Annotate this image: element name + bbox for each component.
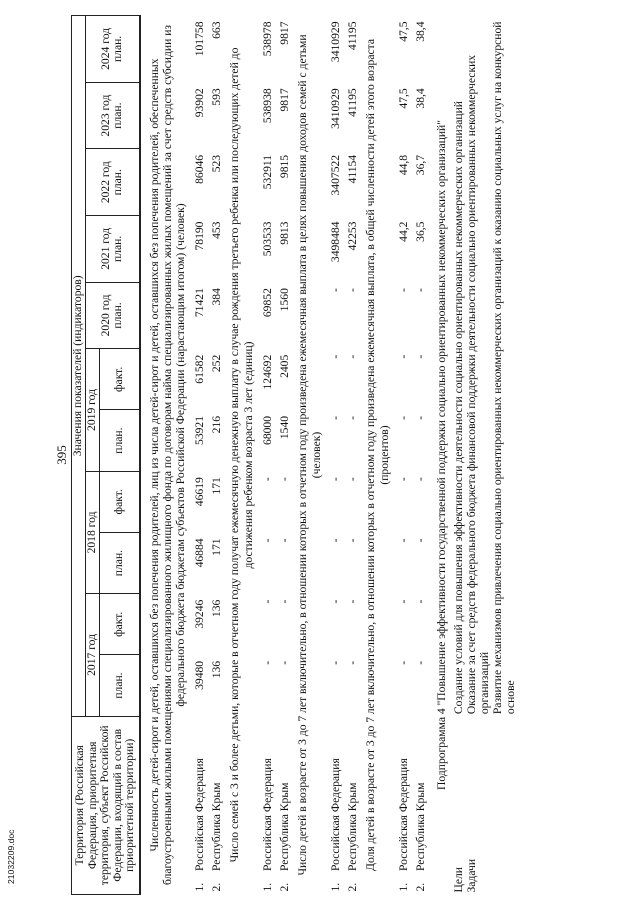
- cell-2018-fact: -: [329, 477, 343, 482]
- territory-header: Территория (Российская Федерация, приоритетная территория, субъект Российской Федерации, входящий в состав приоритетной территории): [72, 716, 140, 894]
- cell-2021-plan: 503533: [261, 221, 275, 257]
- year-2021-header: 2021 год план.: [86, 216, 140, 283]
- cell-2024-plan: 38,4: [414, 21, 428, 42]
- table-row: [344, 16, 361, 895]
- cell-2019-plan: -: [329, 415, 343, 420]
- page-number: 395: [54, 445, 69, 465]
- cell-2023-plan: 593: [210, 88, 224, 106]
- cell-2020-plan: 384: [210, 288, 224, 306]
- cell-2018-fact: -: [414, 477, 428, 482]
- tasks-row: [465, 16, 491, 895]
- year-2017-header: 2017 год: [86, 594, 100, 716]
- section-title: Число семей с 3 и более детьми, которые в отчетном году получат ежемесячную денежную выплату в случае рождения третьего ребенка или последующих детей до достижения ребенком возраста 3 лет (единиц): [228, 47, 256, 863]
- cell-2019-plan: 53921: [193, 415, 207, 445]
- cell-2019-fact: -: [346, 354, 360, 359]
- subprogram-title: Подпрограмма 4 "Повышение эффективности государственной поддержки социально ориентированных некоммерческих организаций": [435, 120, 449, 790]
- cell-2019-fact: -: [329, 354, 343, 359]
- cell-2019-fact: -: [414, 354, 428, 359]
- row-number: 2.: [346, 882, 360, 892]
- cell-2018-plan: 46884: [193, 538, 207, 568]
- cell-2017-plan: -: [346, 660, 360, 665]
- cell-2023-plan: 538938: [261, 88, 275, 124]
- cell-2018-fact: 171: [210, 477, 224, 495]
- cell-2019-plan: 216: [210, 415, 224, 434]
- goals-row: [452, 16, 465, 895]
- plan-header: план.: [100, 532, 140, 593]
- cell-2017-plan: -: [278, 660, 292, 665]
- row-territory: Республика Крым: [278, 782, 292, 872]
- cell-2018-plan: -: [414, 538, 428, 543]
- cell-2024-plan: 47,5: [397, 21, 411, 42]
- cell-2020-plan: 71421: [193, 288, 207, 318]
- row-number: 2.: [414, 882, 428, 892]
- row-number: 2.: [278, 882, 292, 892]
- cell-2018-plan: -: [346, 538, 360, 543]
- year-2020-header: 2020 год план.: [86, 282, 140, 349]
- cell-2021-plan: 453: [210, 221, 224, 239]
- cell-2018-fact: -: [397, 477, 411, 482]
- table-row: [412, 16, 429, 895]
- row-territory: Российская Федерация: [329, 758, 343, 872]
- cell-2018-plan: -: [261, 538, 275, 543]
- cell-2022-plan: 41154: [346, 154, 360, 184]
- cell-2022-plan: 36,7: [414, 154, 428, 176]
- cell-2019-fact: 252: [210, 354, 224, 373]
- table-row: [208, 16, 225, 895]
- cell-2018-fact: -: [278, 477, 292, 482]
- fact-header: факт.: [100, 349, 140, 410]
- fact-header: факт.: [100, 594, 140, 655]
- cell-2019-plan: -: [397, 415, 411, 420]
- indicators-table: [71, 15, 517, 895]
- cell-2019-fact: 61582: [193, 354, 207, 384]
- document-code: 21032209.doc: [6, 829, 16, 884]
- cell-2017-plan: -: [397, 660, 411, 665]
- row-number: 1.: [329, 882, 343, 892]
- cell-2019-fact: -: [397, 354, 411, 359]
- cell-2017-fact: -: [329, 599, 343, 604]
- cell-2022-plan: 523: [210, 154, 224, 173]
- year-2019-header: 2019 год: [86, 349, 100, 471]
- cell-2017-fact: -: [397, 599, 411, 604]
- year-2022-header: 2022 год план.: [86, 149, 140, 216]
- cell-2022-plan: 3407522: [329, 154, 343, 196]
- cell-2020-plan: -: [414, 288, 428, 292]
- section-title: Численность детей-сирот и детей, оставшихся без попечения родителей, лиц из числа детей-сирот и детей, оставшихся без попечения родителей, обеспеченных благоустроенными жилыми помещениями специализированного жилищного фонда по договорам найма специализированных жилых помещений за счет средств субсидии из федерального бюджета бюджетам субъектов Российской Федерации (нарастающим итогом) (человек): [147, 25, 187, 885]
- row-territory: Республика Крым: [210, 782, 224, 872]
- cell-2017-fact: 39246: [193, 599, 207, 629]
- cell-2024-plan: 3410929: [329, 21, 343, 63]
- cell-2020-plan: -: [397, 288, 411, 292]
- values-group-header: Значения показателей (индикаторов): [72, 16, 86, 717]
- cell-2018-fact: 46619: [193, 477, 207, 507]
- cell-2024-plan: 41195: [346, 21, 360, 51]
- row-territory: Российская Федерация: [261, 758, 275, 872]
- cell-2021-plan: 42253: [346, 221, 360, 251]
- cell-2017-plan: -: [329, 660, 343, 665]
- cell-2021-plan: 44,2: [397, 221, 411, 242]
- fact-header: факт.: [100, 471, 140, 532]
- tasks-label: Задачи: [465, 858, 479, 893]
- section-title: Доля детей в возрасте от 3 до 7 лет включительно, в отношении которых в отчетном году произведена ежемесячная выплата, в общей численности детей этого возраста (процентов): [364, 39, 392, 871]
- table-row: [327, 16, 344, 895]
- cell-2017-fact: -: [261, 599, 275, 604]
- task-item: Оказание за счет средств федерального бюджета финансовой поддержки деятельности социально ориентированных некоммерческих организаций: [465, 54, 492, 715]
- cell-2019-plan: 1540: [278, 415, 292, 440]
- rotated-page: [50, 15, 590, 895]
- cell-2017-plan: 39480: [193, 660, 207, 690]
- row-number: 2.: [210, 882, 224, 892]
- cell-2019-fact: 124692: [261, 354, 275, 390]
- cell-2017-plan: -: [261, 660, 275, 665]
- plan-header: план.: [100, 655, 140, 716]
- cell-2017-fact: 136: [210, 599, 224, 618]
- cell-2021-plan: 3498484: [329, 221, 343, 263]
- year-2023-header: 2023 год план.: [86, 82, 140, 149]
- goals-text: Создание условий для повышения эффективности деятельности социально ориентированных некоммерческих организаций: [452, 101, 466, 715]
- cell-2018-plan: 171: [210, 538, 224, 556]
- cell-2020-plan: 69852: [261, 288, 275, 318]
- year-2024-header: 2024 год план.: [86, 16, 140, 83]
- cell-2018-fact: -: [346, 477, 360, 482]
- cell-2020-plan: -: [346, 288, 360, 292]
- table-row: [259, 16, 276, 895]
- cell-2020-plan: 1560: [278, 288, 292, 312]
- cell-2019-plan: 68000: [261, 415, 275, 445]
- cell-2023-plan: 3410929: [329, 88, 343, 129]
- cell-2017-fact: -: [414, 599, 428, 604]
- cell-2022-plan: 532911: [261, 154, 275, 190]
- cell-2023-plan: 38,4: [414, 88, 428, 109]
- year-2018-header: 2018 год: [86, 471, 100, 593]
- cell-2024-plan: 101758: [193, 21, 207, 57]
- tasks-row: [491, 16, 517, 895]
- table-row: [395, 16, 412, 895]
- row-territory: Российская Федерация: [397, 758, 411, 872]
- cell-2019-fact: 2405: [278, 354, 292, 378]
- cell-2018-plan: -: [397, 538, 411, 543]
- row-number: 1.: [397, 882, 411, 892]
- cell-2020-plan: -: [329, 288, 343, 292]
- cell-2018-plan: -: [278, 538, 292, 543]
- cell-2023-plan: 47,5: [397, 88, 411, 109]
- row-territory: Республика Крым: [346, 782, 360, 872]
- cell-2022-plan: 44,8: [397, 154, 411, 176]
- table-row: [191, 16, 208, 895]
- goals-label: Цели: [452, 866, 466, 893]
- row-territory: Республика Крым: [414, 782, 428, 872]
- cell-2021-plan: 78190: [193, 221, 207, 251]
- cell-2023-plan: 41195: [346, 88, 360, 117]
- plan-header: план.: [100, 410, 140, 471]
- cell-2021-plan: 9813: [278, 221, 292, 245]
- row-number: 1.: [261, 882, 275, 892]
- cell-2017-plan: -: [414, 660, 428, 665]
- cell-2024-plan: 538978: [261, 21, 275, 57]
- table-row: [276, 16, 293, 895]
- cell-2017-plan: 136: [210, 660, 224, 679]
- cell-2017-fact: -: [278, 599, 292, 604]
- section-title: Число детей в возрасте от 3 до 7 лет включительно, в отношении которых в отчетном году произведена ежемесячная выплата в целях повышения доходов семей с детьми (человек): [296, 34, 324, 876]
- cell-2018-plan: -: [329, 538, 343, 543]
- cell-2019-plan: -: [346, 415, 360, 420]
- task-item: Развитие механизмов привлечения социально ориентированных некоммерческих организаций к оказанию социальных услуг на конкурсной основе: [491, 21, 518, 715]
- cell-2019-plan: -: [414, 415, 428, 420]
- cell-2024-plan: 9817: [278, 21, 292, 45]
- cell-2018-fact: -: [261, 477, 275, 482]
- cell-2022-plan: 9815: [278, 154, 292, 179]
- cell-2023-plan: 93902: [193, 88, 207, 118]
- cell-2017-fact: -: [346, 599, 360, 604]
- row-number: 1.: [193, 882, 207, 892]
- cell-2022-plan: 86046: [193, 154, 207, 184]
- cell-2024-plan: 663: [210, 21, 224, 39]
- cell-2021-plan: 36,5: [414, 221, 428, 242]
- row-territory: Российская Федерация: [193, 758, 207, 872]
- cell-2023-plan: 9817: [278, 88, 292, 112]
